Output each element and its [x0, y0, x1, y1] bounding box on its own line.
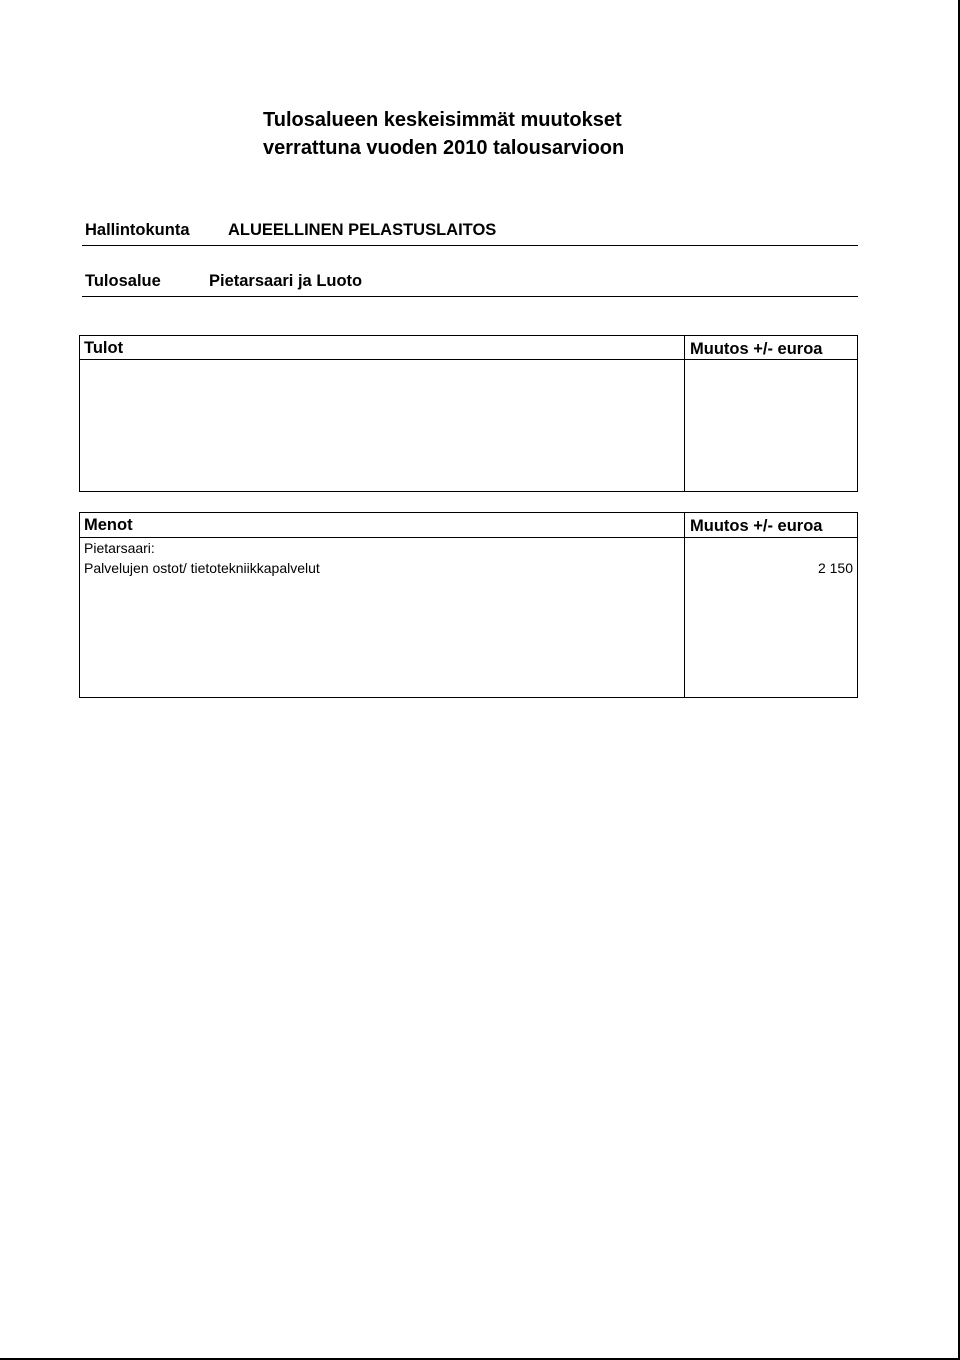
menot-group-label: Pietarsaari: — [84, 540, 155, 556]
menot-row-description: Palvelujen ostot/ tietotekniikkapalvelut — [84, 560, 320, 576]
menot-header-divider — [80, 537, 857, 538]
tulot-change-header: Muutos +/- euroa — [690, 340, 823, 358]
tulot-header-divider — [80, 359, 857, 360]
menot-table — [79, 512, 858, 698]
tulosalue-row — [82, 272, 858, 297]
title-line-1: Tulosalueen keskeisimmät muutokset — [263, 109, 622, 131]
menot-change-header: Muutos +/- euroa — [690, 517, 823, 535]
hallintokunta-value: ALUEELLINEN PELASTUSLAITOS — [228, 221, 497, 239]
menot-column-divider — [684, 513, 685, 697]
hallintokunta-row — [82, 221, 858, 246]
tulosalue-label: Tulosalue — [85, 272, 161, 290]
tulot-table — [79, 335, 858, 492]
hallintokunta-label: Hallintokunta — [85, 221, 190, 239]
tulot-header: Tulot — [84, 339, 124, 357]
tulosalue-value: Pietarsaari ja Luoto — [209, 272, 363, 290]
menot-row-amount: 2 150 — [817, 560, 853, 576]
title-line-2: verrattuna vuoden 2010 talousarvioon — [263, 137, 625, 159]
document-title — [263, 106, 624, 162]
menot-header: Menot — [84, 516, 133, 534]
